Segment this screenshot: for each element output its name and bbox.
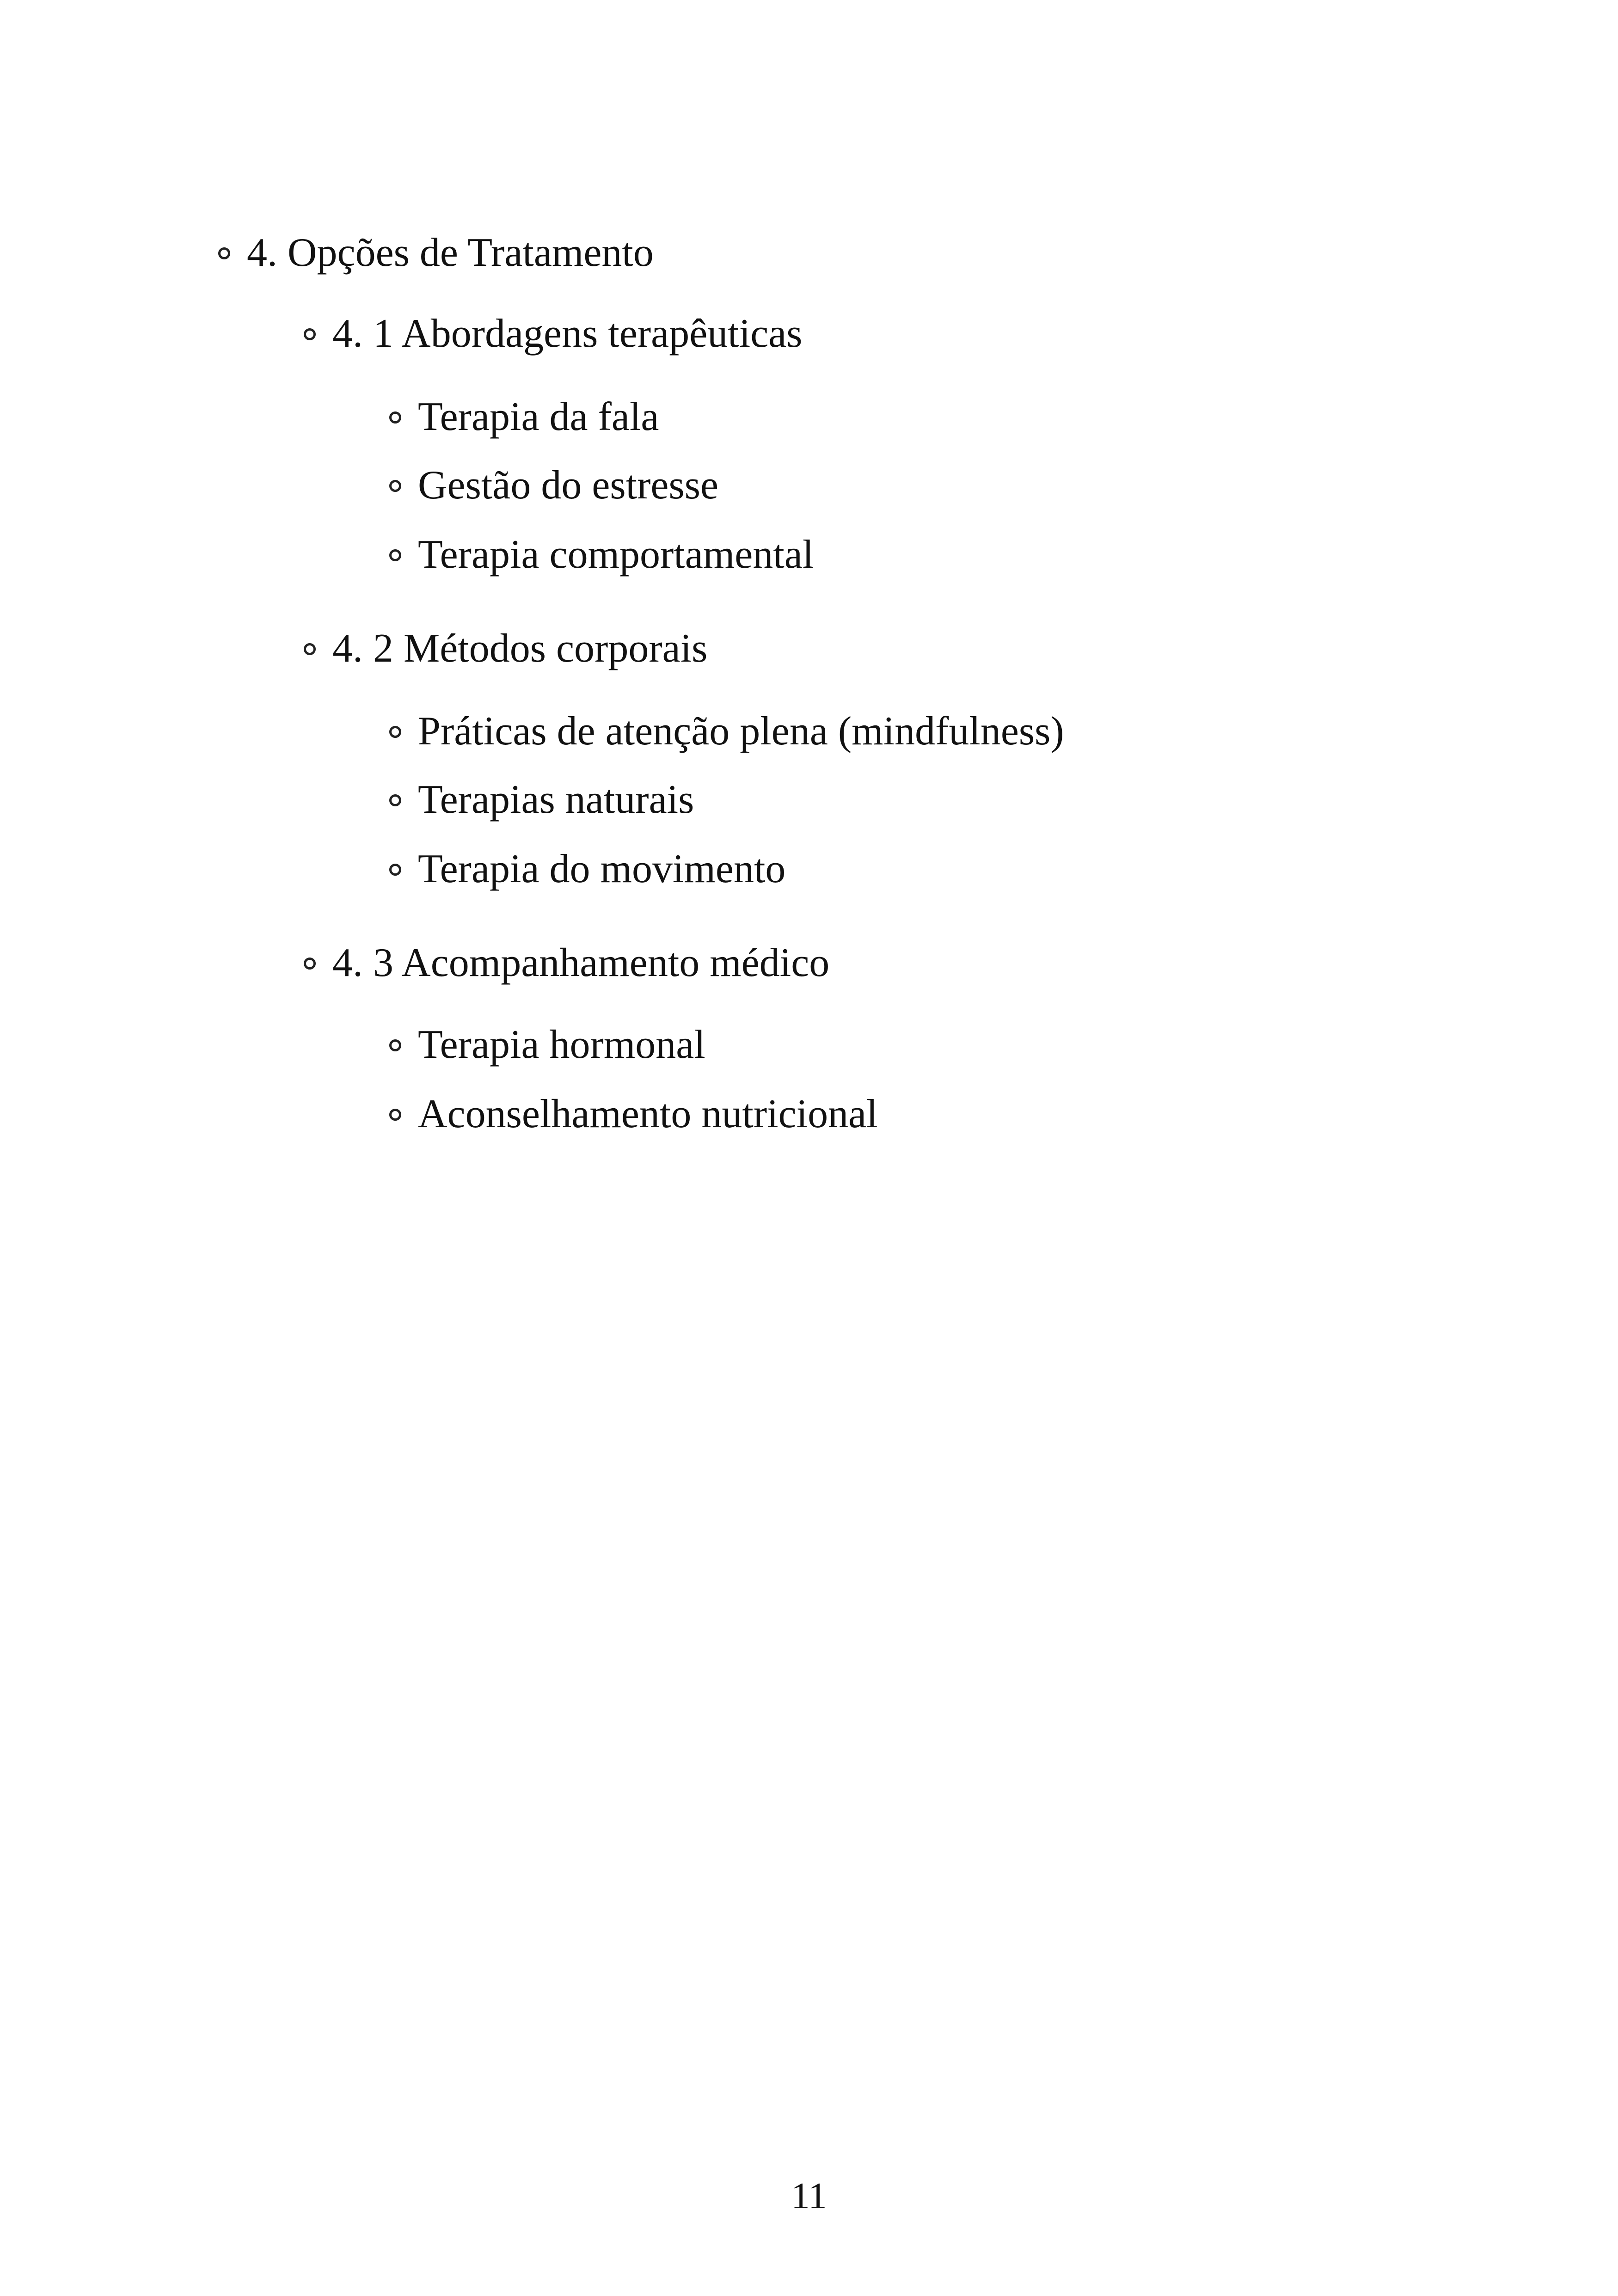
list-item-text: Gestão do estresse (418, 463, 719, 508)
heading-text: 4. Opções de Tratamento (247, 230, 654, 275)
list-item-text: Práticas de atenção plena (mindfulness) (418, 709, 1064, 754)
list-item-text: Terapia do movimento (418, 847, 786, 891)
outline-heading (217, 230, 654, 276)
circle-bullet-icon (388, 777, 418, 823)
list-item (388, 1091, 878, 1137)
list-item (388, 394, 659, 440)
list-item (388, 1022, 705, 1068)
section-label: 4. 1 Abordagens terapêuticas (332, 311, 803, 356)
circle-bullet-icon (303, 626, 332, 672)
circle-bullet-icon (217, 230, 247, 276)
list-item (388, 846, 785, 892)
circle-bullet-icon (388, 846, 418, 892)
list-item (388, 777, 694, 823)
list-item (388, 708, 1064, 755)
circle-bullet-icon (303, 311, 332, 357)
circle-bullet-icon (388, 1022, 418, 1068)
section-label: 4. 2 Métodos corporais (332, 626, 708, 671)
list-item-text: Terapias naturais (418, 777, 694, 822)
circle-bullet-icon (388, 708, 418, 755)
circle-bullet-icon (388, 532, 418, 578)
circle-bullet-icon (388, 394, 418, 440)
list-item-text: Terapia da fala (418, 394, 659, 439)
list-item-text: Aconselhamento nutricional (418, 1092, 878, 1136)
list-item (388, 532, 814, 578)
list-item (388, 462, 718, 509)
section-heading (303, 311, 803, 357)
section-label: 4. 3 Acompanhamento médico (332, 940, 830, 985)
list-item-text: Terapia hormonal (418, 1022, 705, 1067)
section-heading (303, 626, 707, 672)
circle-bullet-icon (303, 940, 332, 986)
page-number: 11 (791, 2176, 827, 2216)
section-heading (303, 940, 829, 986)
list-item-text: Terapia comportamental (418, 532, 814, 577)
circle-bullet-icon (388, 462, 418, 509)
circle-bullet-icon (388, 1091, 418, 1137)
